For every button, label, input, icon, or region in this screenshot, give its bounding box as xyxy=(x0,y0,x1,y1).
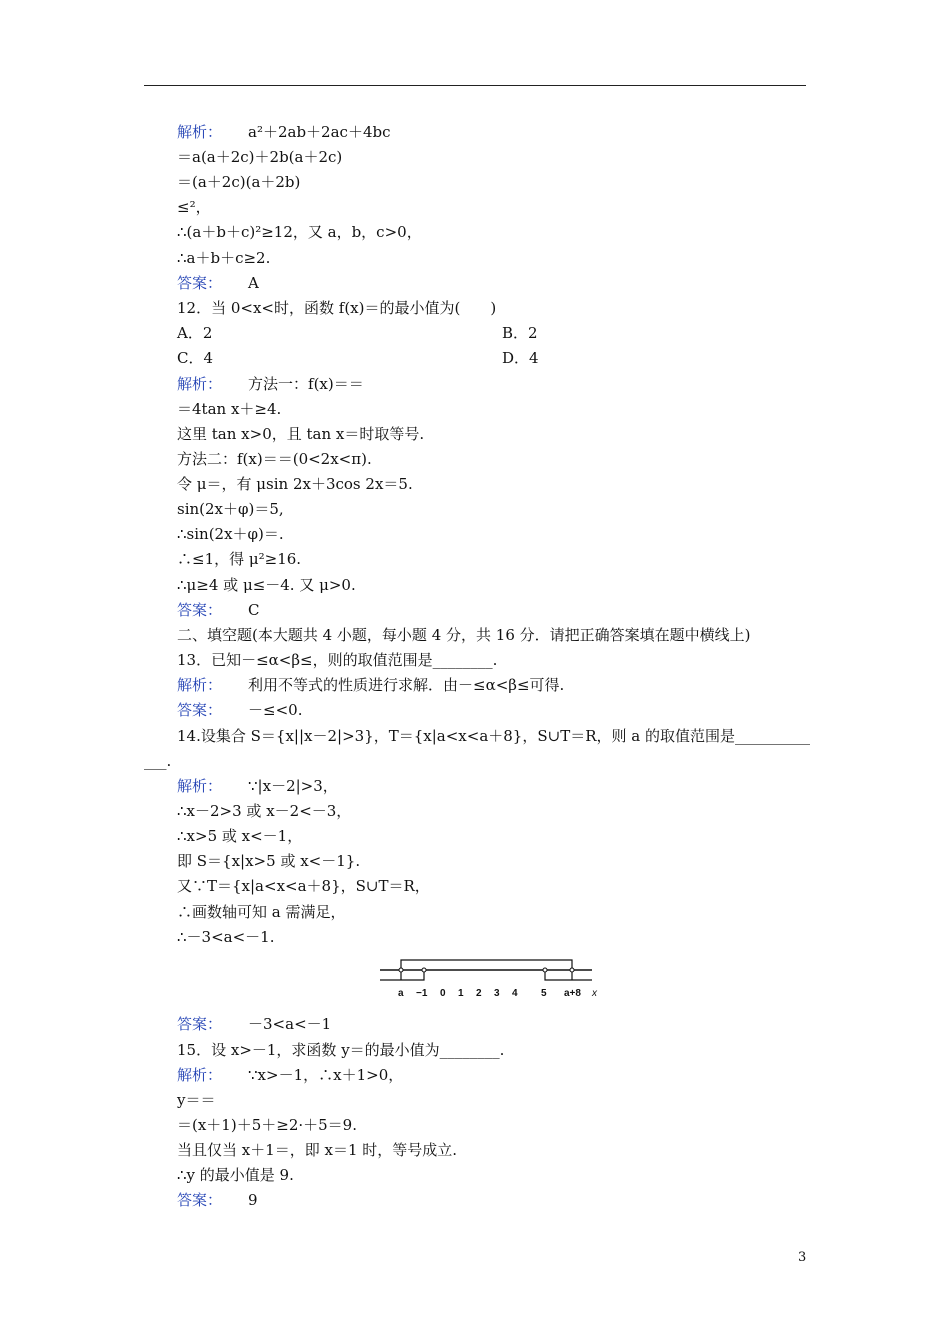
text-line: ＝(x＋1)＋5＋≥2·＋5＝9. xyxy=(177,1116,357,1134)
answer-line: 答案： 9 xyxy=(177,1191,258,1209)
section-heading: 二、填空题(本大题共 4 小题，每小题 4 分，共 16 分．请把正确答案填在题中横线上) xyxy=(177,626,751,644)
question-14: 14.设集合 S＝{x||x－2|>3}，T＝{x|a<x<a＋8}，S∪T＝R，则 a 的取值范围是__________ xyxy=(177,727,810,745)
text-line: ∴sin(2x＋φ)＝. xyxy=(177,525,284,543)
text-line: sin(2x＋φ)＝5, xyxy=(177,500,284,518)
solution-label: 解析： xyxy=(177,375,223,393)
tick-label: 4 xyxy=(512,988,518,999)
page-number: 3 xyxy=(798,1250,807,1265)
text-line: ≤²， xyxy=(177,198,211,216)
tick-label: 2 xyxy=(476,988,482,999)
point-minus-one xyxy=(422,968,426,972)
text-line: 又∵T＝{x|a<x<a＋8}，S∪T＝R， xyxy=(177,877,430,895)
choice-a: A．2 xyxy=(177,324,213,342)
text-line: ＝(a＋2c)(a＋2b) xyxy=(177,173,301,191)
answer-line: 答案： A xyxy=(177,274,259,292)
axis-var-label: x xyxy=(592,988,597,999)
text-line: ∴－3<a<－1. xyxy=(177,928,275,946)
solution-label: 解析： xyxy=(177,123,223,141)
point-a-plus-8 xyxy=(570,968,574,972)
point-a xyxy=(399,968,403,972)
text-line: ∴≤1，得 μ²≥16. xyxy=(177,550,302,568)
answer-label: 答案： xyxy=(177,701,223,719)
text-line: ∴(a＋b＋c)²≥12，又 a，b，c>0， xyxy=(177,223,422,241)
point-five xyxy=(543,968,547,972)
choice-d: D．4 xyxy=(502,349,539,367)
text-line: 解析： a²＋2ab＋2ac＋4bc xyxy=(177,123,391,141)
answer-line: 答案： C xyxy=(177,601,260,619)
text-line: 解析： ∵|x－2|>3， xyxy=(177,777,338,795)
tick-label: 1 xyxy=(458,988,464,999)
tick-label: a+8 xyxy=(564,988,581,999)
text-line: ∴x>5 或 x<－1， xyxy=(177,827,303,845)
answer-label: 答案： xyxy=(177,1191,223,1209)
solution-label: 解析： xyxy=(177,1066,223,1084)
set-s-right-bracket xyxy=(545,970,592,980)
solution-label: 解析： xyxy=(177,676,223,694)
number-line-figure xyxy=(380,956,610,1006)
answer-label: 答案： xyxy=(177,274,223,292)
answer-line: 答案： －≤<0. xyxy=(177,701,303,719)
text-line: 解析： ∵x>－1，∴x＋1>0， xyxy=(177,1066,404,1084)
text-line: 这里 tan x>0，且 tan x＝时取等号. xyxy=(177,425,425,443)
question-12: 12．当 0<x<时，函数 f(x)＝的最小值为( ) xyxy=(177,299,497,317)
text-line: 解析： 利用不等式的性质进行求解．由－≤α<β≤可得. xyxy=(177,676,565,694)
choice-c: C．4 xyxy=(177,349,214,367)
text-line: y＝＝ xyxy=(177,1091,216,1109)
answer-label: 答案： xyxy=(177,1015,223,1033)
text-line: ∴y 的最小值是 9. xyxy=(177,1166,294,1184)
question-13: 13．已知－≤α<β≤，则的取值范围是________. xyxy=(177,651,498,669)
text-line: 当且仅当 x＋1＝，即 x＝1 时，等号成立. xyxy=(177,1141,458,1159)
header-rule xyxy=(144,85,806,86)
tick-label: a xyxy=(398,988,404,999)
solution-label: 解析： xyxy=(177,777,223,795)
question-15: 15．设 x>－1，求函数 y＝的最小值为________. xyxy=(177,1041,505,1059)
text-line: ∴画数轴可知 a 需满足， xyxy=(177,903,346,921)
text-line: ∴μ≥4 或 μ≤－4. 又 μ>0. xyxy=(177,576,356,594)
text-line: ＝a(a＋2c)＋2b(a＋2c) xyxy=(177,148,343,166)
text-line: 解析： 方法一：f(x)＝＝ xyxy=(177,375,364,393)
text-line: 即 S＝{x|x>5 或 x<－1}. xyxy=(177,852,361,870)
text-line: 令 μ＝，有 μsin 2x＋3cos 2x＝5. xyxy=(177,475,413,493)
answer-line: 答案： －3<a<－1 xyxy=(177,1015,332,1033)
text-line: ＝4tan x＋≥4. xyxy=(177,400,282,418)
tick-label: 5 xyxy=(541,988,547,999)
choice-b: B．2 xyxy=(502,324,538,342)
tick-label: 0 xyxy=(440,988,446,999)
answer-label: 答案： xyxy=(177,601,223,619)
text-line: ∴x－2>3 或 x－2<－3， xyxy=(177,802,352,820)
text-line: ∴a＋b＋c≥2. xyxy=(177,249,271,267)
tick-label: 3 xyxy=(494,988,500,999)
tick-label: −1 xyxy=(416,988,428,999)
text-line: ___. xyxy=(144,752,172,770)
text-line: 方法二：f(x)＝＝(0<2x<π). xyxy=(177,450,372,468)
